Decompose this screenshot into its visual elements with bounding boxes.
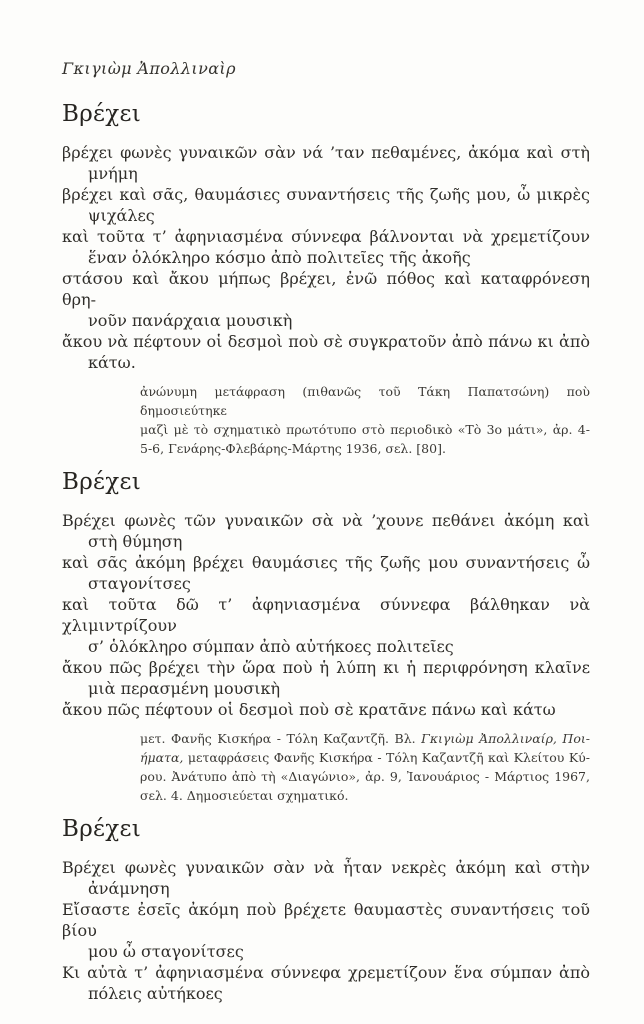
poem-line-continuation: μιὰ περασμένη μουσικὴ [88, 679, 281, 698]
poem-body [62, 510, 590, 720]
poem-line-continuation: ἕναν ὁλόκληρο κόσμο ἀπὸ πολιτεῖες τῆς ἀκοῆς [88, 248, 471, 267]
poem-line-continuation: στὴ θύμηση [88, 532, 183, 551]
footnote-line [140, 767, 590, 786]
poem-line-main: καὶ τοῦτα δῶ τ’ ἀφηνιασμένα σύννεφα βάλθηκαν νὰ χλιμιντρίζουν [62, 595, 590, 635]
footnote-text: ἀνώνυμη μετάφραση (πιθανῶς τοῦ Τάκη Παπατσώνη) ποὺ δημοσιεύτηκε [140, 384, 590, 418]
poem-line [62, 552, 590, 594]
footnote-text: μαζὶ μὲ τὸ σχηματικὸ πρωτότυπο στὸ περιοδικὸ «Τὸ 3ο μάτι», ἀρ. 4- [140, 422, 590, 437]
poem-line-continuation: πόλεις αὐτήκοες [88, 984, 223, 1003]
poem-line-main: ἄκου νὰ πέφτουν οἱ δεσμοὶ ποὺ σὲ συγκρατοῦν ἀπὸ πάνω κι ἀπὸ [62, 332, 590, 351]
poem-line [62, 594, 590, 657]
footnote-text: μεταφράσεις Φανῆς Κισκήρα - Τόλη Καζαντζῆ καὶ Κλείτου Κύ- [183, 750, 590, 765]
poem-line [62, 268, 590, 331]
poem-line-continuation: σταγονίτσες [88, 574, 191, 593]
footnote-text: μετ. Φανῆς Κισκήρα - Τόλη Καζαντζῆ. Βλ. [140, 731, 422, 746]
footnote-line [140, 382, 590, 420]
footnote-citation-title: ήματα, [140, 750, 184, 765]
footnote-line [140, 420, 590, 439]
poem-line [62, 899, 590, 962]
footnote [140, 729, 590, 805]
poem-section [62, 99, 590, 458]
footnote-text: 5-6, Γενάρης-Φλεβάρης-Μάρτης 1936, σελ. [80]. [140, 441, 446, 456]
footnote-line [140, 729, 590, 748]
poem-line-continuation: σ’ ὁλόκληρο σύμπαν ἀπὸ αὐτήκοες πολιτεῖες [88, 637, 454, 656]
poem-line-continuation: κάτω. [88, 353, 136, 372]
poem-title: Βρέχει [62, 101, 142, 127]
poem-line-continuation: ψιχάλες [88, 206, 155, 225]
poem-line-continuation: νοῦν πανάρχαια μουσικὴ [88, 311, 293, 330]
poem-line-continuation: ἀνάμνηση [88, 879, 170, 898]
poem-line [62, 226, 590, 268]
page-content [62, 58, 590, 1013]
footnote [140, 382, 590, 458]
poem-title: Βρέχει [62, 816, 142, 842]
poem-line-main: καὶ τοῦτα τ’ ἀφηνιασμένα σύννεφα βάλνονται νὰ χρεμετίζουν [62, 227, 590, 246]
poem-body [62, 857, 590, 1004]
poem-section [62, 467, 590, 805]
poem-line-main: ἄκου πῶς βρέχει τὴν ὥρα ποὺ ἡ λύπη κι ἡ περιφρόνηση κλαῖνε [62, 658, 590, 677]
poem-sections [62, 99, 590, 1004]
poem-line-continuation: μνήμη [88, 164, 138, 183]
poem-line [62, 962, 590, 1004]
poem-line-continuation: μου ὦ σταγονίτσες [88, 942, 244, 961]
author-header: Γκιγιὼμ Ἀπολλιναὶρ [62, 59, 236, 78]
poem-line [62, 510, 590, 552]
footnote-line [140, 439, 590, 458]
poem-line-main: καὶ σᾶς ἀκόμη βρέχει θαυμάσιες τῆς ζωῆς μου συναντήσεις ὦ [62, 553, 590, 572]
poem-line [62, 142, 590, 184]
footnote-citation-title: Γκιγιὼμ Ἀπολλιναίρ, Ποι- [421, 731, 590, 746]
poem-line-main: βρέχει καὶ σᾶς, θαυμάσιες συναντήσεις τῆς ζωῆς μου, ὦ μικρὲς [62, 185, 590, 204]
poem-line-main: ἄκου πῶς πέφτουν οἱ δεσμοὶ ποὺ σὲ κρατᾶνε πάνω καὶ κάτω [62, 700, 556, 719]
poem-line [62, 699, 590, 720]
poem-line-main: Εἴσαστε ἐσεῖς ἀκόμη ποὺ βρέχετε θαυμαστὲς συναντήσεις τοῦ βίου [62, 900, 590, 940]
poem-line [62, 657, 590, 699]
poem-line-main: Κι αὐτὰ τ’ ἀφηνιασμένα σύννεφα χρεμετίζουν ἕνα σύμπαν ἀπὸ [62, 963, 590, 982]
poem-line-main: Βρέχει φωνὲς γυναικῶν σὰν νὰ ἦταν νεκρὲς ἀκόμη καὶ στὴν [62, 858, 590, 877]
poem-line-main: βρέχει φωνὲς γυναικῶν σὰν νά ’ταν πεθαμένες, ἀκόμα καὶ στὴ [62, 143, 590, 162]
poem-line-main: Βρέχει φωνὲς τῶν γυναικῶν σὰ νὰ ’χουνε πεθάνει ἀκόμη καὶ [62, 511, 590, 530]
footnote-text: σελ. 4. Δημοσιεύεται σχηματικό. [140, 788, 349, 803]
poem-line [62, 331, 590, 373]
poem-line [62, 857, 590, 899]
poem-body [62, 142, 590, 373]
poem-line-main: στάσου καὶ ἄκου μήπως βρέχει, ἐνῶ πόθος καὶ καταφρόνεση θρη- [62, 269, 590, 309]
poem-section [62, 814, 590, 1004]
poem-title: Βρέχει [62, 469, 142, 495]
footnote-line [140, 748, 590, 767]
poem-line [62, 184, 590, 226]
footnote-line [140, 786, 590, 805]
footnote-text: ρου. Ἀνάτυπο ἀπὸ τὴ «Διαγώνιο», ἀρ. 9, Ἰανουάριος - Μάρτιος 1967, [140, 769, 590, 784]
